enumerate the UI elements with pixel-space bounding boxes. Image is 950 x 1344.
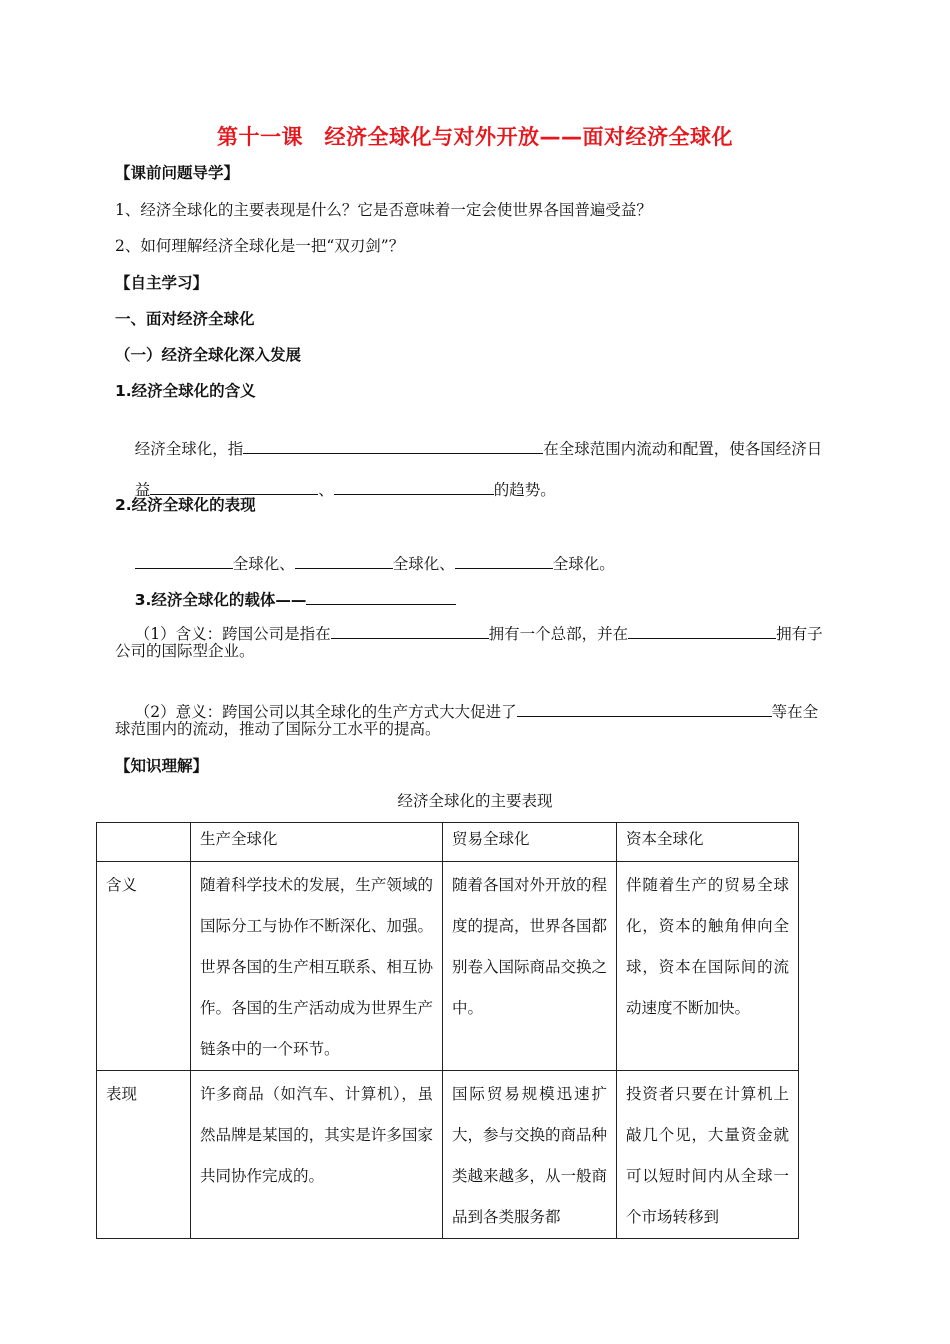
fill-blank[interactable]: [517, 700, 772, 717]
table-cell: 随着科学技术的发展，生产领域的国际分工与协作不断深化、加强。世界各国的生产相互联系、相互协作。各国的生产活动成为世界生产链条中的一个环节。: [191, 862, 443, 1071]
part-1-subheading: （一）经济全球化深入发展: [115, 346, 302, 364]
table-cell: 许多商品（如汽车、计算机），虽然品牌是某国的，其实是许多国家共同协作完成的。: [191, 1071, 443, 1239]
table-row: [97, 862, 799, 1071]
fill-blank[interactable]: [334, 478, 494, 495]
table-header-cell: [97, 823, 191, 862]
carrier-meaning-c: 拥有子: [776, 625, 823, 643]
table-header-cell: 资本全球化: [617, 823, 799, 862]
section-pre-study: 【课前问题导学】: [115, 164, 240, 182]
carrier-meaning-b: 拥有一个总部，并在: [488, 625, 629, 643]
definition-text-a: 经济全球化，指: [134, 440, 244, 458]
heading-manifestation: 2.经济全球化的表现: [115, 496, 256, 514]
definition-text-b: 在全球范围内流动和配置，使各国经济日: [543, 440, 823, 458]
row-label: 含义: [97, 862, 191, 1071]
manifestation-table: [96, 822, 799, 1239]
carrier-meaning-a: （1）含义：跨国公司是指在: [134, 625, 331, 643]
table-header-cell: 生产全球化: [191, 823, 443, 862]
definition-text-d: 、: [318, 481, 334, 499]
table-header-row: [97, 823, 799, 862]
row-label: 表现: [97, 1071, 191, 1239]
carrier-meaning-line-2: 公司的国际型企业。: [115, 642, 255, 660]
fill-blank[interactable]: [331, 622, 489, 639]
question-1: 1、经济全球化的主要表现是什么？它是否意味着一定会使世界各国普遍受益？: [115, 201, 652, 219]
definition-text-c: 益: [134, 481, 151, 499]
heading-definition: 1.经济全球化的含义: [115, 382, 256, 400]
carrier-significance-line-2: 球范围内的流动，推动了国际分工水平的提高。: [115, 720, 441, 738]
manifestation-text-a: 全球化、: [232, 555, 295, 573]
carrier-significance-b: 等在全: [771, 703, 819, 721]
lesson-title: 第十一课 经济全球化与对外开放——面对经济全球化: [217, 125, 733, 149]
manifestation-text-b: 全球化、: [392, 555, 455, 573]
section-self-study: 【自主学习】: [115, 274, 209, 292]
fill-blank[interactable]: [243, 437, 543, 454]
table-cell: 投资者只要在计算机上敲几个见，大量资金就可以短时间内从全球一个市场转移到: [617, 1071, 799, 1239]
fill-blank[interactable]: [455, 552, 553, 569]
table-cell: 国际贸易规模迅速扩大，参与交换的商品种类越来越多，从一般商品到各类服务都: [443, 1071, 617, 1239]
table-row: [97, 1071, 799, 1239]
table-cell: 伴随着生产的贸易全球化，资本的触角伸向全球，资本在国际间的流动速度不断加快。: [617, 862, 799, 1071]
part-1-heading: 一、面对经济全球化: [115, 310, 255, 328]
question-2: 2、如何理解经济全球化是一把“双刃剑”？: [115, 237, 405, 255]
table-header-cell: 贸易全球化: [443, 823, 617, 862]
manifestation-text-c: 全球化。: [552, 555, 615, 573]
carrier-significance-a: （2）意义：跨国公司以其全球化的生产方式大大促进了: [134, 703, 517, 721]
table-cell: 随着各国对外开放的程度的提高，世界各国都别卷入国际商品交换之中。: [443, 862, 617, 1071]
section-understanding: 【知识理解】: [115, 757, 209, 775]
fill-blank[interactable]: [628, 622, 776, 639]
heading-carrier: 3.经济全球化的载体——: [134, 591, 307, 609]
table-caption: 经济全球化的主要表现: [397, 792, 553, 810]
fill-blank[interactable]: [150, 478, 318, 495]
definition-text-e: 的趋势。: [493, 481, 556, 499]
